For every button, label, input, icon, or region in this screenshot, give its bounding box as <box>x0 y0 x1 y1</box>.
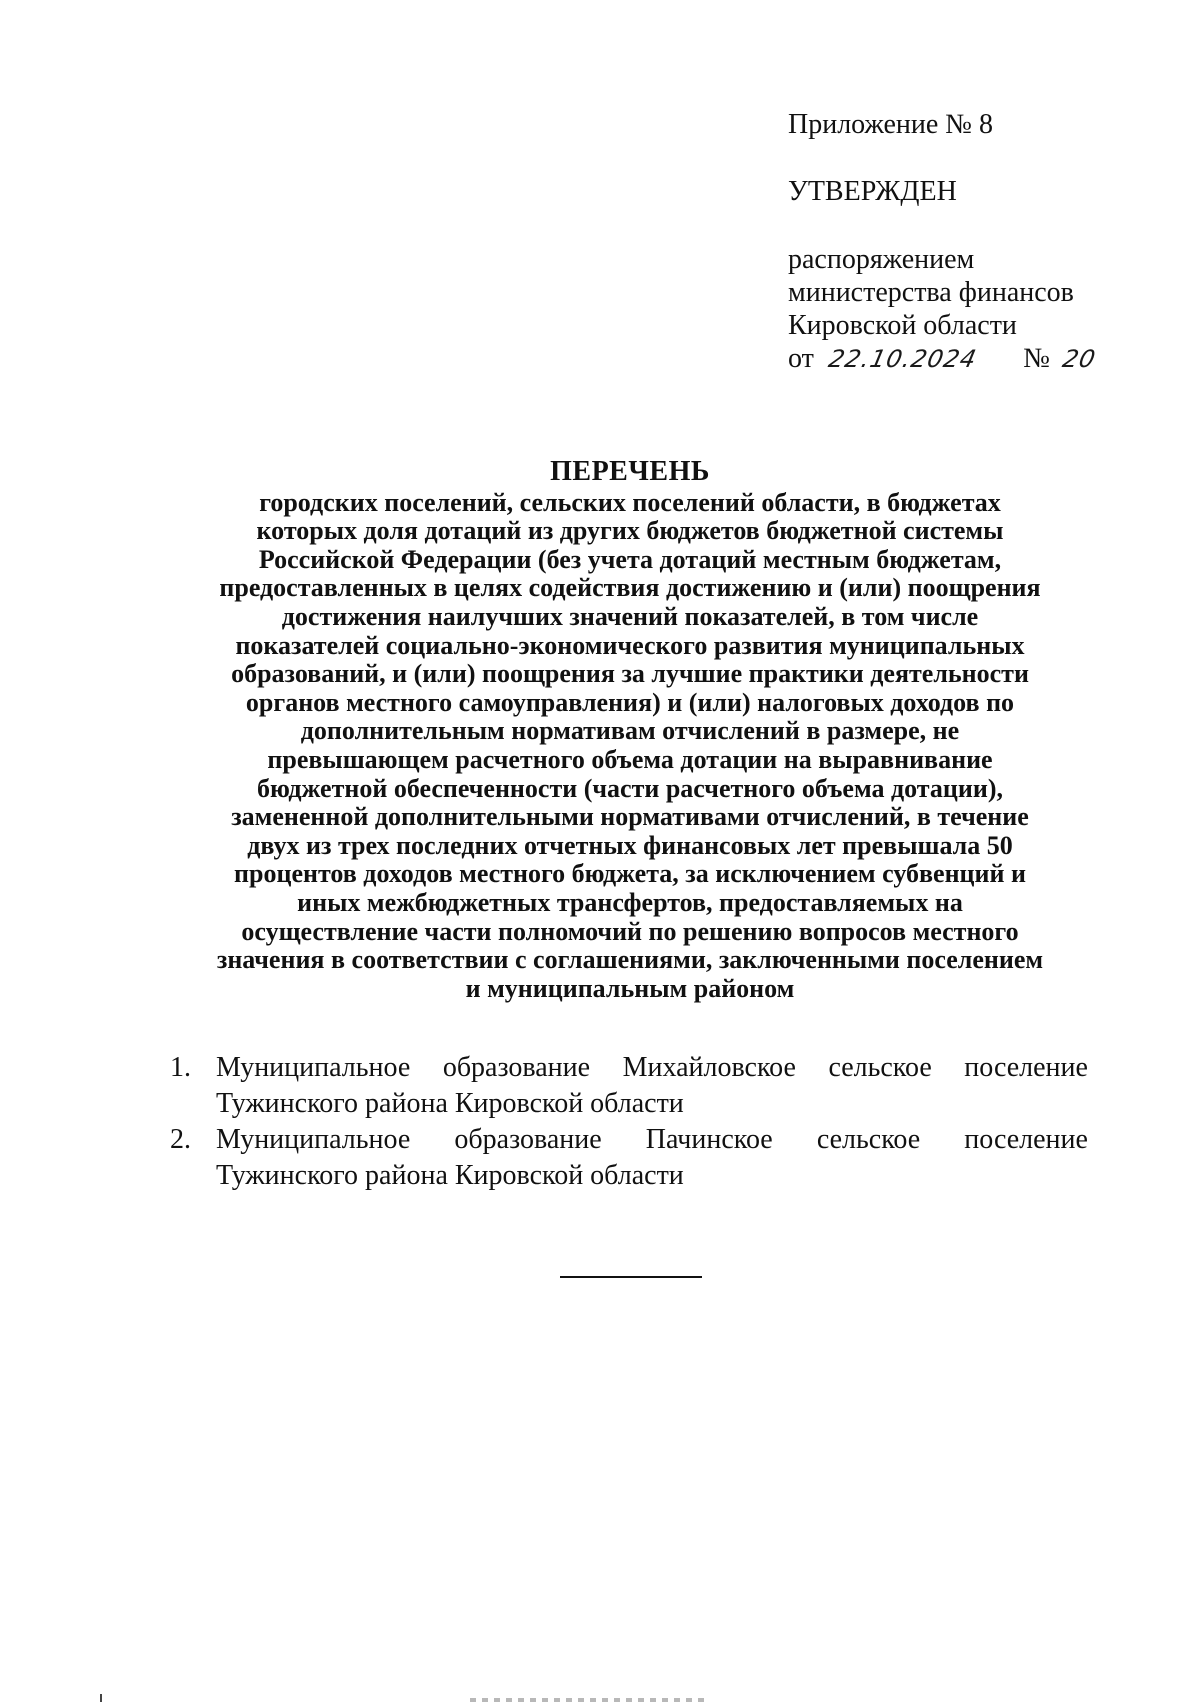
list-item-word: Михайловское <box>622 1052 796 1083</box>
list-item-word: сельское <box>828 1052 932 1083</box>
order-line-2: министерства финансов <box>788 277 1074 308</box>
order-date-line <box>788 342 1148 376</box>
document-subtitle: городских поселений, сельских поселений области, в бюджетах которых доля дотаций из других бюджетов бюджетной системы Российской Федерации (без учета дотаций местным бюджетам, предоставленных в целях содействия достижению и (или) поощрения достижения наилучших значений показателей, в том числе показателей социально-экономического развития муниципальных образований, и (или) поощрения за лучшие практики деятельности органов местного самоуправления) и (или) налоговых доходов по дополнительным нормативам отчислений в размере, не превышающем расчетного объема дотации на выравнивание бюджетной обеспеченности (части расчетного объема дотации), замененной дополнительными нормативами отчислений, в течение двух из трех последних отчетных финансовых лет превышала 50 процентов доходов местного бюджета, за исключением субвенций и иных межбюджетных трансфертов, предоставляемых на осуществление части полномочий по решению вопросов местного значения в соответствии с соглашениями, заключенными поселением и муниципальным районом <box>216 487 1044 1003</box>
list-item <box>170 1122 1088 1194</box>
order-reference <box>788 243 1148 376</box>
list-item-word: Пачинское <box>645 1124 773 1155</box>
settlement-list <box>170 1050 1088 1194</box>
list-item-word: поселение <box>964 1052 1088 1083</box>
list-item-word: Муниципальное <box>216 1124 411 1155</box>
document-title: ПЕРЕЧЕНЬ <box>550 456 710 487</box>
end-separator-line <box>560 1276 702 1278</box>
handwritten-date: 22.10.2024 <box>826 345 980 373</box>
list-item-word: образование <box>454 1124 602 1155</box>
order-line-1: распоряжением <box>788 244 975 275</box>
order-line-3: Кировской области <box>788 310 1017 341</box>
list-item-word: сельское <box>816 1124 921 1155</box>
list-item-line-1 <box>216 1122 1088 1158</box>
list-item-line-1 <box>216 1050 1088 1086</box>
approval-block <box>788 108 1148 376</box>
list-item-word: Муниципальное <box>216 1052 411 1083</box>
approved-stamp-text: УТВЕРЖДЕН <box>788 176 957 207</box>
list-item-number: 2. <box>170 1124 191 1155</box>
appendix-number: Приложение № 8 <box>788 109 993 140</box>
scan-artifact <box>100 1694 102 1702</box>
list-item-word: образование <box>442 1052 591 1083</box>
list-item <box>170 1050 1088 1122</box>
list-item-line-2: Тужинского района Кировской области <box>216 1160 684 1191</box>
list-item-number: 1. <box>170 1052 191 1083</box>
date-prefix: от <box>788 343 814 374</box>
number-prefix: № <box>1023 343 1051 374</box>
handwritten-number: 20 <box>1060 345 1099 373</box>
document-heading <box>150 458 1110 1003</box>
scan-artifact <box>470 1698 710 1702</box>
list-item-line-2: Тужинского района Кировской области <box>216 1088 684 1119</box>
list-item-word: поселение <box>964 1124 1088 1155</box>
